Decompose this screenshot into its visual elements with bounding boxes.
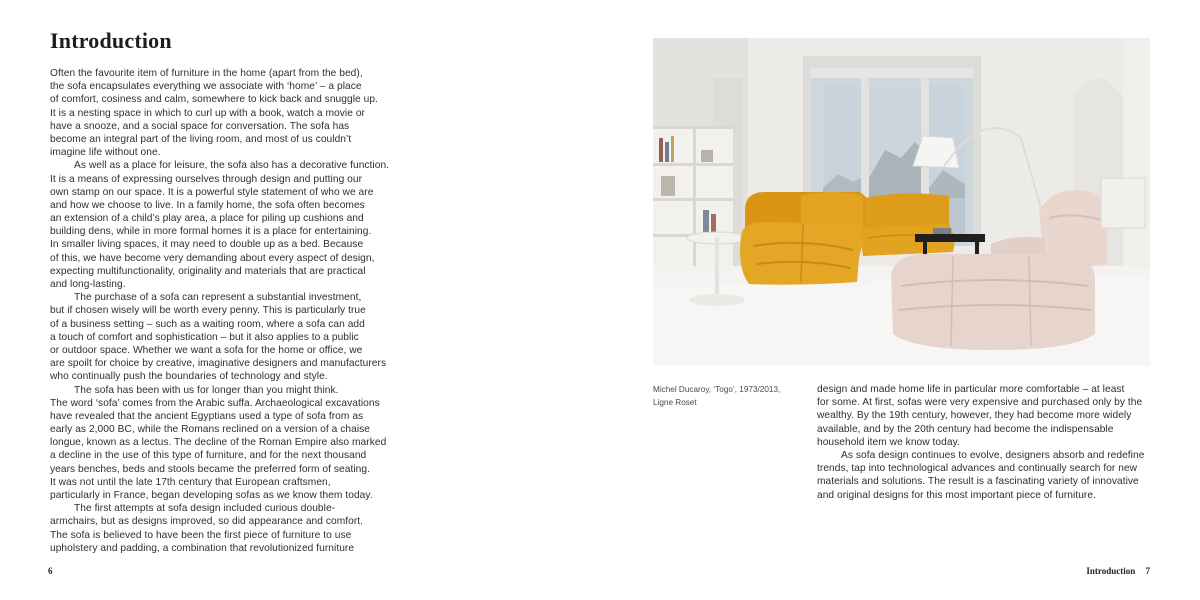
text-line: household item we know today. [817,436,960,448]
text-line: design and made home life in particular more comfortable – at least [817,384,1125,395]
text-line: The first attempts at sofa design included curious double- [74,503,336,515]
text-line: become an integral part of the living room, and most of us couldn’t [50,133,352,145]
text-line: It is a means of expressing ourselves through design and putting our [50,173,363,185]
page-number-right: 7 [1145,566,1150,576]
running-head: Introduction [1086,566,1136,576]
text-line: It is a nesting space in which to curl up with a book, watch a movie or [50,107,365,119]
text-line: of this, we have become very demanding about every aspect of design, [50,252,375,264]
text-line: The sofa is believed to have been the first piece of furniture to use [50,529,352,541]
text-line: longue, known as a lectus. The decline of the Roman Empire also marked [50,437,387,449]
text-line: As sofa design continues to evolve, designers absorb and redefine [841,449,1145,461]
text-line: building dens, while in more formal homes it is a place for entertaining. [50,226,372,238]
text-line: The purchase of a sofa can represent a substantial investment, [74,292,362,304]
text-line: who continually push the boundaries of technology and style. [50,371,328,383]
text-line: It was not until the late 17th century that European craftsmen, [50,476,331,488]
text-line: of a business setting – such as a waiting room, where a sofa can add [50,318,365,330]
page-number-left: 6 [48,566,53,576]
text-line: but if chosen wisely will be worth every penny. This is particularly true [50,305,366,317]
sofa-photo [653,38,1150,366]
text-line: are spoilt for choice by creative, imaginative designers and manufacturers [50,358,387,370]
text-line: a decline in the use of this type of furniture, and for the next thousand [50,450,367,462]
text-line: the sofa encapsulates everything we associate with ‘home’ – a place [50,81,362,93]
text-line: and long-lasting. [50,279,126,290]
caption-line: Ligne Roset [653,397,697,407]
text-line: materials and solutions. The result is a fascinating variety of innovative [817,476,1139,488]
text-line: available, and by the 20th century had become the indispensable [817,423,1114,435]
text-line: imagine life without one. [50,147,161,159]
text-line: own stamp on our space. It is a powerful style statement of who we are [50,186,374,198]
text-line: for some. At first, sofas were very expensive and purchased only by the [817,397,1143,409]
text-line: particularly in France, began developing sofas as we know them today. [50,490,373,501]
text-line: early as 2,000 BC, while the Romans reclined on a version of a chaise [50,424,370,436]
text-line: The sofa has been with us for longer than you might think. [74,384,339,396]
text-line: a touch of comfort and sophistication – but it also applies to a public [50,331,359,343]
togo-sofa-illustration [653,38,1150,366]
page-title: Introduction [50,28,172,53]
text-line: have revealed that the ancient Egyptians used a type of sofa from as [50,410,364,422]
text-line: and original designs for this most important piece of furniture. [817,489,1096,501]
left-body-text [50,67,388,555]
text-line: and how we choose to live. In a family home, the sofa often becomes [50,199,365,211]
text-line: In smaller living spaces, it may need to double up as a bed. Because [50,239,364,251]
footer-right [1086,566,1150,576]
text-line: an extension of a child’s play area, a place for piling up cushions and [50,213,364,225]
text-line: expecting multifunctionality, originality and materials that are practical [50,265,366,277]
text-line: trends, tap into technological advances and continually search for new [817,463,1138,475]
text-line: wealthy. By the 19th century, however, they had become more widely [817,410,1132,422]
text-line: Often the favourite item of furniture in the home (apart from the bed), [50,68,363,79]
caption-line: Michel Ducaroy, ‘Togo’, 1973/2013, [653,385,781,394]
photo-caption [653,384,803,409]
text-line: As well as a place for leisure, the sofa also has a decorative function. [74,160,390,172]
right-page [600,0,1200,600]
text-line: have a snooze, and a social space for conversation. The sofa has [50,120,350,132]
text-line: The word ‘sofa’ comes from the Arabic suffa. Archaeological excavations [50,397,380,409]
text-line: or outdoor space. Whether we want a sofa for the home or office, we [50,344,363,356]
text-line: upholstery and padding, a combination that revolutionized furniture [50,542,355,554]
right-body-text [817,383,1153,502]
text-line: years benches, beds and stools became the preferred form of seating. [50,463,370,475]
text-line: armchairs, but as designs improved, so did appearance and comfort. [50,516,364,528]
text-line: of comfort, cosiness and calm, somewhere to kick back and snuggle up. [50,94,378,106]
